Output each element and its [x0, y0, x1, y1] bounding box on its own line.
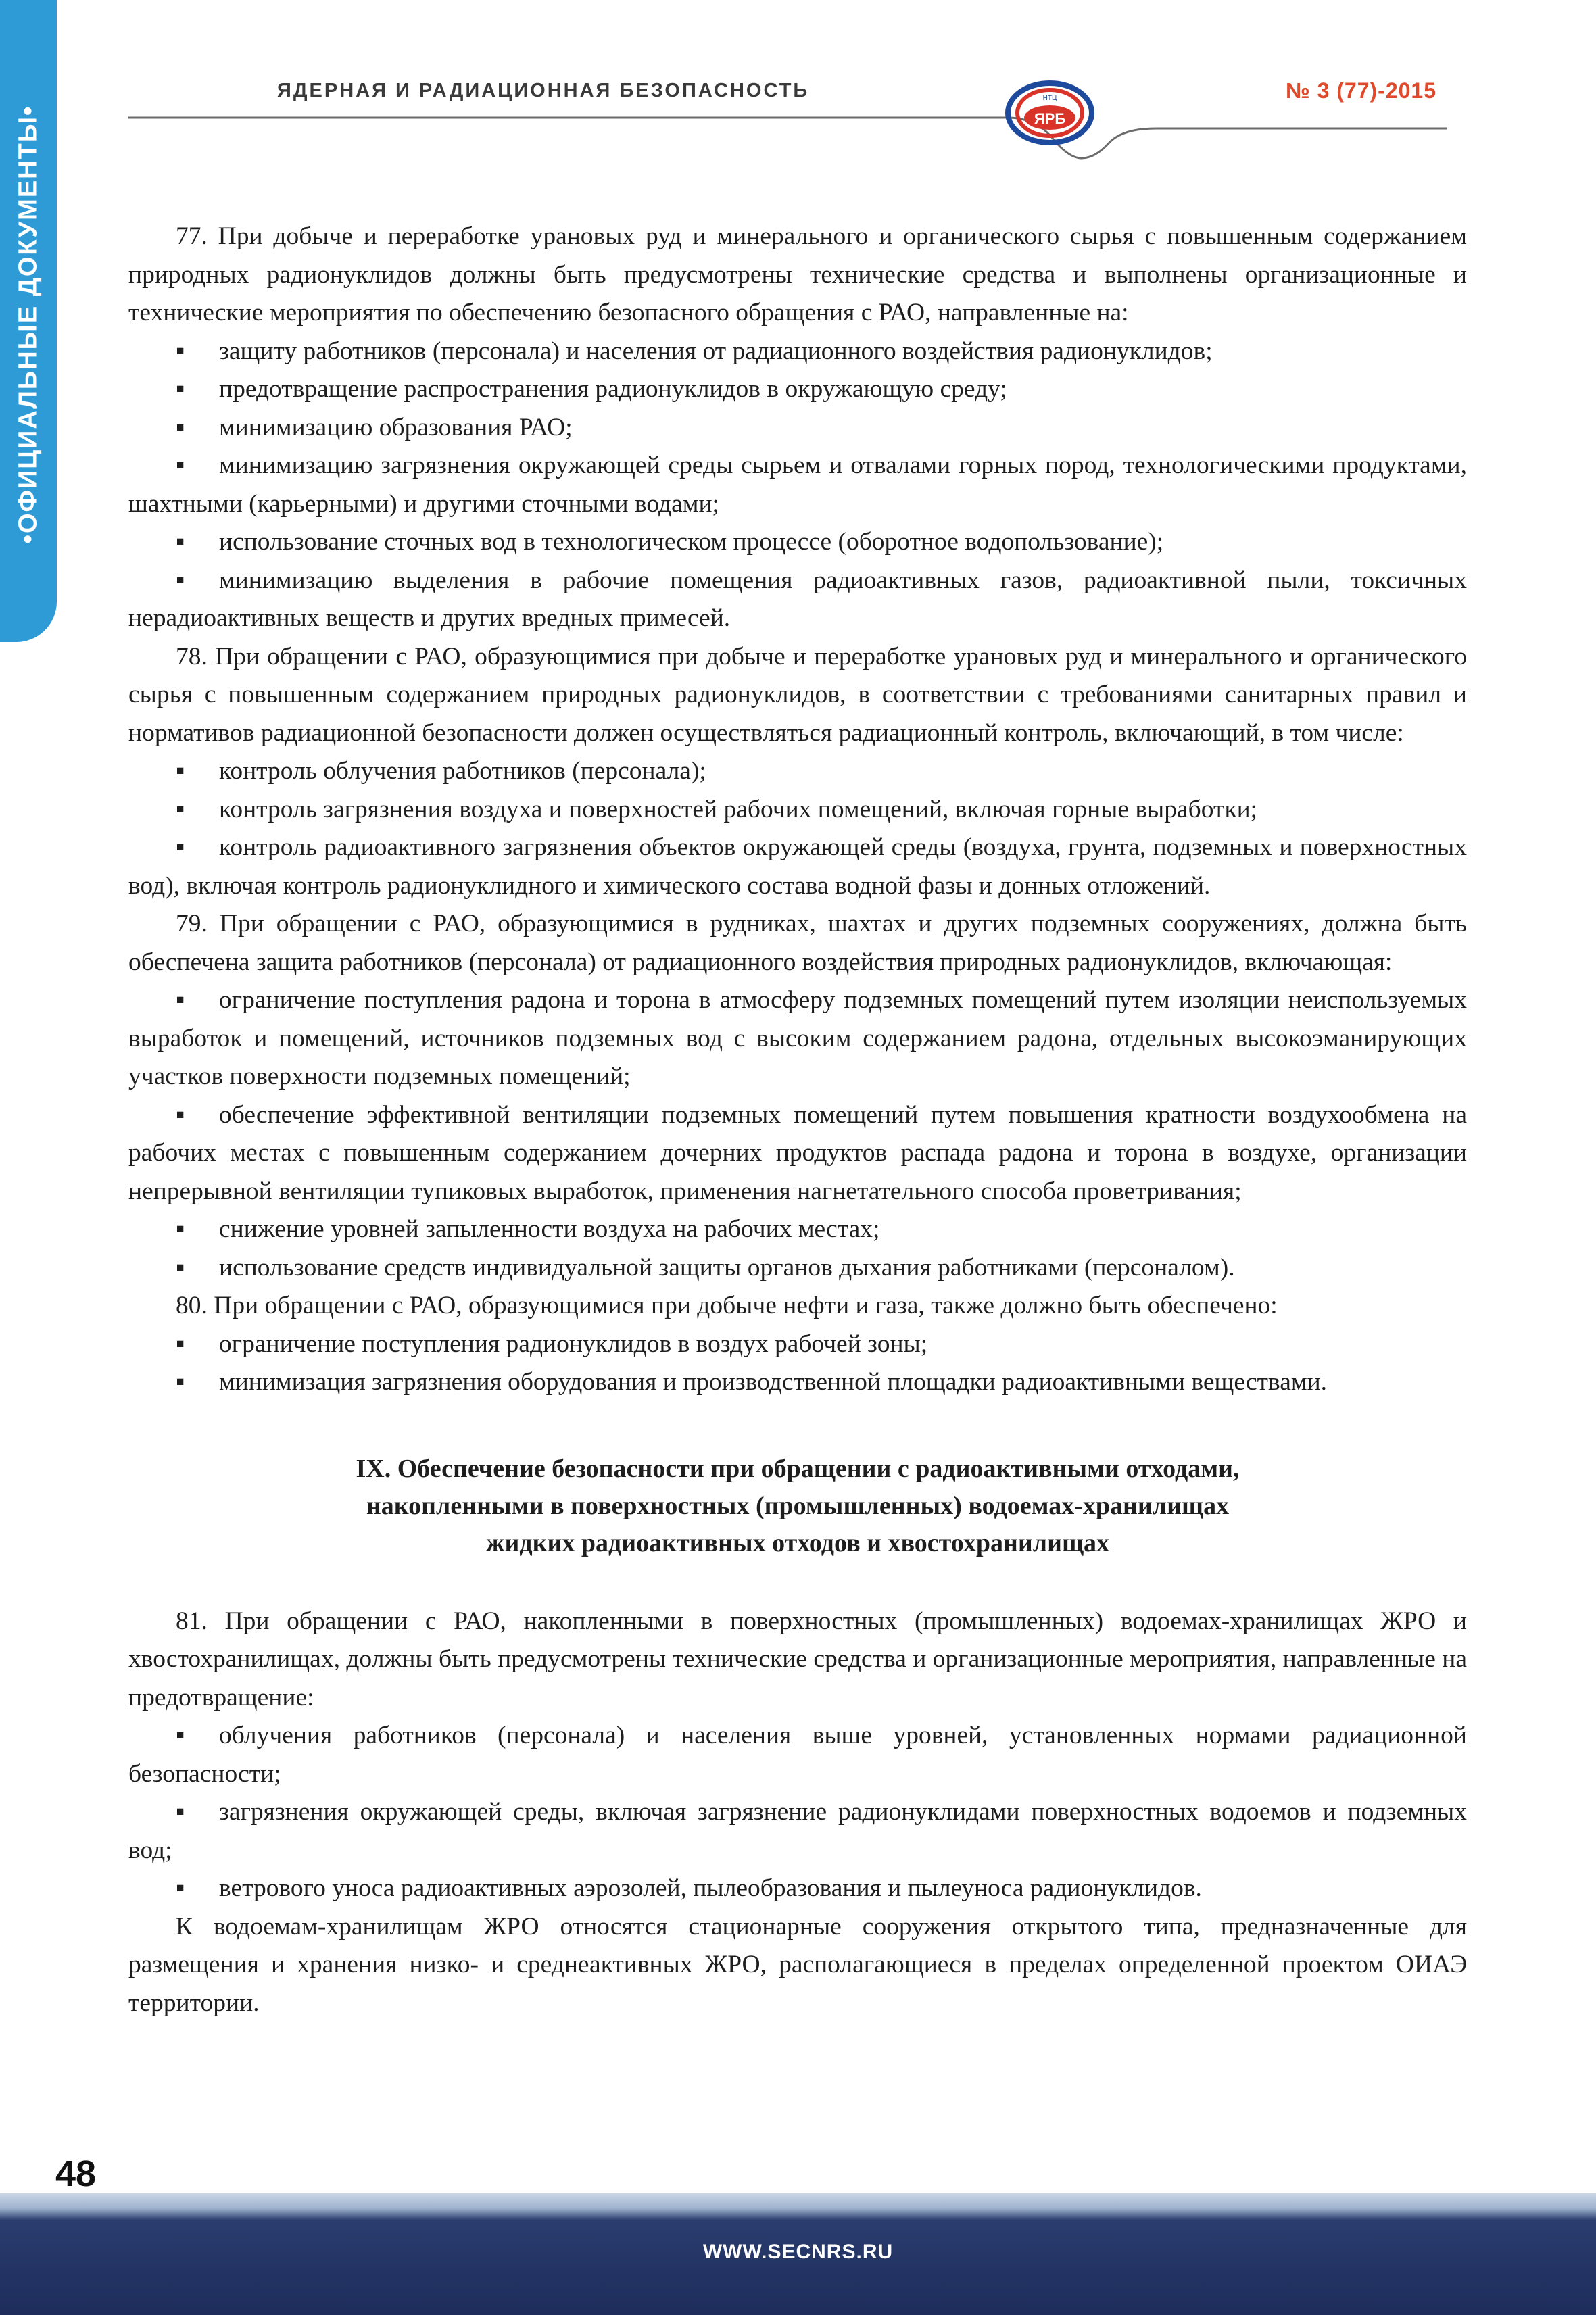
bullet-icon: ▪	[176, 1722, 185, 1749]
bullet-icon: ▪	[176, 1215, 185, 1243]
side-tab	[0, 0, 57, 642]
section-title	[128, 1451, 1467, 1562]
list-item-text: контроль радиоактивного загрязнения объектов окружающей среды (воздуха, грунта, подземных и поверхностных вод), включая контроль радионуклидного и химического состава водной фазы и донных отложений.	[128, 833, 1467, 900]
bullet-icon: ▪	[176, 452, 185, 479]
list-item-text: облучения работников (персонала) и населения выше уровней, установленных нормами радиационной безопасности;	[128, 1722, 1467, 1788]
list-item-text: обеспечение эффективной вентиляции подземных помещений путем повышения кратности воздухообмена на рабочих местах с повышенным содержанием дочерних продуктов распада радона и торона в воздухе, организации непрерывной вентиляции тупиковых выработок, применения нагнетательного способа проветривания;	[128, 1100, 1467, 1205]
list-item-text: ограничение поступления радона и торона в атмосферу подземных помещений путем изоляции неиспользуемых выработок и помещений, источников подземных вод с высоким содержанием радона, отдельных высокоэманирующих участков поверхности подземных помещений;	[128, 986, 1467, 1090]
list-item-text: минимизация загрязнения оборудования и производственной площадки радиоактивными веществами.	[219, 1368, 1328, 1396]
document-body	[128, 218, 1467, 2022]
list-item	[128, 752, 1467, 791]
list-item-text: ограничение поступления радионуклидов в воздух рабочей зоны;	[219, 1330, 928, 1358]
list-item	[128, 1096, 1467, 1211]
issue-number: № 3 (77)-2015	[1286, 78, 1436, 103]
journal-title: ЯДЕРНАЯ И РАДИАЦИОННАЯ БЕЗОПАСНОСТЬ	[277, 80, 810, 101]
list-item-text: использование средств индивидуальной защиты органов дыхания работниками (персоналом).	[219, 1253, 1235, 1282]
paragraph-77: 77. При добыче и переработке урановых руд и минерального и органического сырья с повышенным содержанием природных радионуклидов должны быть предусмотрены технические средства и выполнены организационные и технические мероприятия по обеспечению безопасного обращения с РАО, направленные на:	[128, 222, 1467, 326]
header-rule	[128, 116, 1447, 177]
bullet-icon: ▪	[176, 986, 185, 1014]
list-item-text: минимизацию образования РАО;	[219, 413, 573, 441]
list-item	[128, 370, 1467, 409]
bullet-icon: ▪	[176, 1330, 185, 1358]
list-item	[128, 1870, 1467, 1908]
list-item-text: предотвращение распространения радионуклидов в окружающую среду;	[219, 375, 1007, 403]
list-item	[128, 333, 1467, 371]
logo-text: ЯРБ	[1034, 110, 1066, 127]
list-item-text: контроль облучения работников (персонала);	[219, 757, 706, 785]
list-item	[128, 447, 1467, 523]
paragraph-79: 79. При обращении с РАО, образующимися в рудниках, шахтах и других подземных сооружениях, должна быть обеспечена защита работников (персонала) от радиационного воздействия природных радионуклидов, включающая:	[128, 910, 1467, 976]
bullet-icon: ▪	[176, 795, 185, 823]
list-item-text: минимизацию выделения в рабочие помещения радиоактивных газов, радиоактивной пыли, токсичных нерадиоактивных веществ и других вредных примесей.	[128, 566, 1467, 632]
bullet-icon: ▪	[176, 1253, 185, 1282]
list-item	[128, 1325, 1467, 1364]
paragraph-78: 78. При обращении с РАО, образующимися при добыче и переработке урановых руд и минерального и органического сырья с повышенным содержанием природных радионуклидов, в соответствии с требованиями санитарных правил и нормативов радиационной безопасности должен осуществляться радиационный контроль, включающий, в том числе:	[128, 642, 1467, 747]
list-item	[128, 791, 1467, 829]
section-title-line: жидких радиоактивных отходов и хвостохранилищах	[485, 1528, 1110, 1557]
section-title-line: накопленными в поверхностных (промышленных) водоемах-хранилищах	[366, 1491, 1230, 1520]
page-number: 48	[55, 2153, 97, 2194]
section-title-line: IX. Обеспечение безопасности при обращении с радиоактивными отходами,	[356, 1454, 1240, 1483]
list-item-text: снижение уровней запыленности воздуха на рабочих местах;	[219, 1215, 880, 1243]
list-item-text: минимизацию загрязнения окружающей среды сырьем и отвалами горных пород, технологическими продуктами, шахтными (карьерными) и другими сточными водами;	[128, 452, 1467, 518]
list-item-text: контроль загрязнения воздуха и поверхностей рабочих помещений, включая горные выработки;	[219, 795, 1258, 823]
bullet-icon: ▪	[176, 337, 185, 365]
list-item	[128, 1793, 1467, 1870]
side-tab-label: •ОФИЦИАЛЬНЫЕ ДОКУМЕНТЫ•	[14, 105, 43, 544]
bullet-icon: ▪	[176, 1874, 185, 1902]
bullet-icon: ▪	[176, 757, 185, 785]
list-item	[128, 829, 1467, 905]
list-item	[128, 409, 1467, 447]
bullet-icon: ▪	[176, 566, 185, 594]
list-item	[128, 1717, 1467, 1793]
paragraph-80: 80. При обращении с РАО, образующимися при добыче нефти и газа, также должно быть обеспечено:	[176, 1292, 1278, 1319]
list-item-text: загрязнения окружающей среды, включая загрязнение радионуклидами поверхностных водоемов и подземных вод;	[128, 1798, 1467, 1864]
list-item	[128, 981, 1467, 1096]
bullet-icon: ▪	[176, 833, 185, 861]
logo-small-text: НТЦ	[1042, 95, 1057, 102]
bullet-icon: ▪	[176, 1100, 185, 1129]
paragraph-81: 81. При обращении с РАО, накопленными в поверхностных (промышленных) водоемах-хранилищах ЖРО и хвостохранилищах, должны быть предусмотрены технические средства и организационные мероприятия, направленные на предотвращение:	[128, 1607, 1467, 1711]
bullet-icon: ▪	[176, 1798, 185, 1826]
footer-url-link[interactable]: WWW.SECNRS.RU	[702, 2241, 894, 2263]
list-item-text: ветрового уноса радиоактивных аэрозолей, пылеобразования и пылеуноса радионуклидов.	[219, 1874, 1202, 1902]
list-item-text: защиту работников (персонала) и населения от радиационного воздействия радионуклидов;	[219, 337, 1213, 365]
bullet-icon: ▪	[176, 375, 185, 403]
list-item	[128, 1211, 1467, 1249]
yarb-logo-icon	[999, 76, 1101, 150]
list-item	[128, 1363, 1467, 1402]
list-item	[128, 1249, 1467, 1288]
bullet-icon: ▪	[176, 1368, 185, 1396]
list-item-text: использование сточных вод в технологическом процессе (оборотное водопользование);	[219, 528, 1164, 556]
bullet-icon: ▪	[176, 413, 185, 441]
list-item	[128, 562, 1467, 638]
paragraph-last: К водоемам-хранилищам ЖРО относятся стационарные сооружения открытого типа, предназначенные для размещения и хранения низко- и среднеактивных ЖРО, располагающиеся в пределах определенной проектом ОИАЭ территории.	[128, 1912, 1467, 2017]
list-item	[128, 523, 1467, 562]
bullet-icon: ▪	[176, 528, 185, 556]
